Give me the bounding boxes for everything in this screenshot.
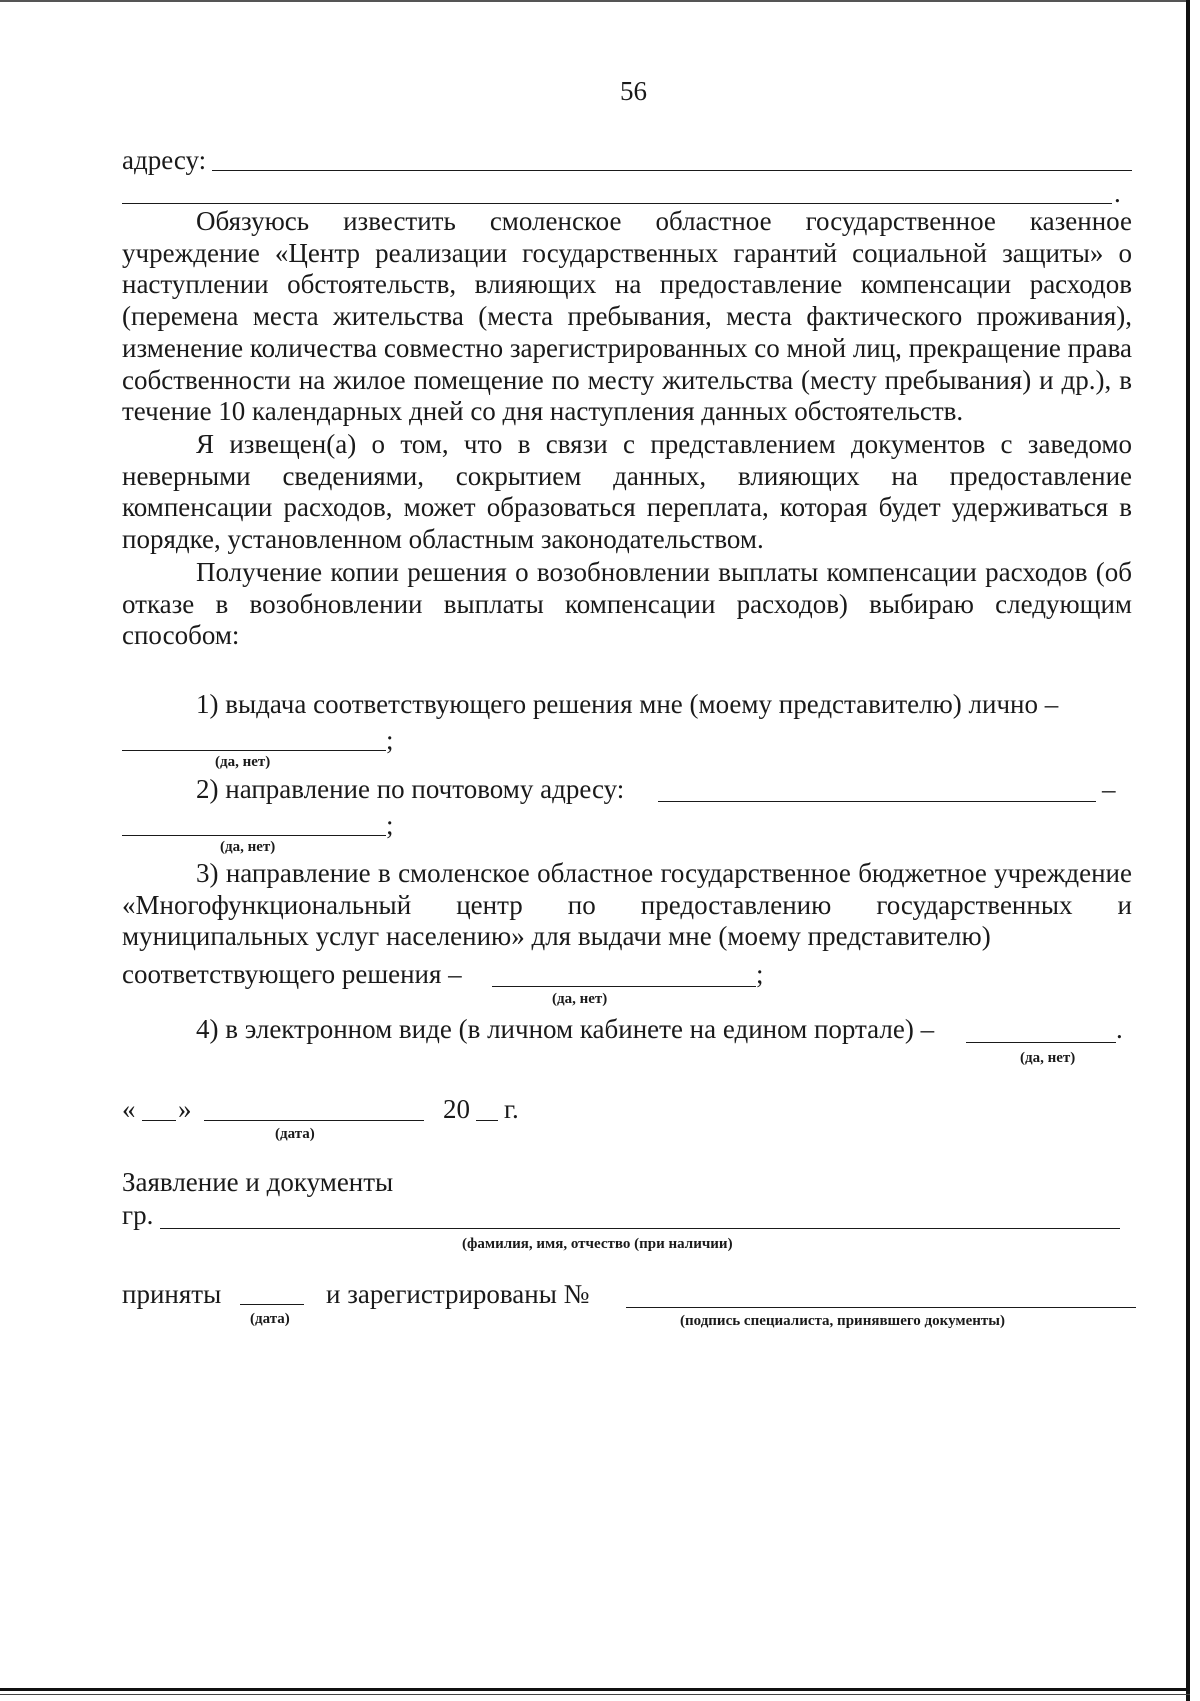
option-4-end-mark: . bbox=[1116, 1014, 1123, 1044]
address-field-line-2[interactable] bbox=[122, 203, 1112, 204]
option-1-semicolon: ; bbox=[386, 725, 394, 755]
date-day-line[interactable] bbox=[142, 1120, 176, 1121]
accepted-label: приняты bbox=[122, 1279, 222, 1309]
option-4-answer-line[interactable] bbox=[966, 1042, 1116, 1043]
registered-label: и зарегистрированы № bbox=[326, 1279, 590, 1309]
scan-bottom-edge-thin bbox=[0, 1694, 1190, 1695]
option-3-semicolon: ; bbox=[756, 959, 764, 989]
option-2-semicolon: ; bbox=[386, 810, 394, 840]
option-1-answer-line[interactable] bbox=[122, 750, 386, 751]
option-2-dash: – bbox=[1102, 774, 1116, 804]
option-3-hint: (да, нет) bbox=[552, 991, 608, 1007]
option-4-text: 4) в электронном виде (в личном кабинете на едином портале) – bbox=[196, 1014, 935, 1044]
option-2-hint: (да, нет) bbox=[220, 839, 276, 855]
option-1-text: 1) выдача соответствующего решения мне (моему представителю) лично – bbox=[196, 689, 1059, 719]
option-2-text: 2) направление по почтовому адресу: bbox=[196, 774, 625, 804]
scan-top-edge bbox=[0, 0, 1190, 2]
date-year-line[interactable] bbox=[476, 1120, 498, 1121]
page-number: 56 bbox=[620, 76, 647, 106]
accepted-date-line[interactable] bbox=[240, 1304, 304, 1305]
obligation-paragraph: Обязуюсь известить смоленское областное государственное казенное учреждение «Центр реализации государственных гарантий социальной защиты» о наступлении обстоятельств, влияющих на предоставление компенсации расходов (перемена места жительства (места пребывания, места фактического проживания), изменение количества совместно зарегистрированных со мной лиц, прекращение права собственности на жилое помещение по месту жительства (месту пребывания) и др.), в течение 10 календарных дней со дня наступления данных обстоятельств. bbox=[122, 206, 1132, 427]
date-hint: (дата) bbox=[275, 1126, 315, 1142]
citizen-fio-line[interactable] bbox=[160, 1228, 1120, 1229]
method-intro-paragraph: Получение копии решения о возобновлении выплаты компенсации расходов (об отказе в возобновлении выплаты компенсации расходов) выбираю следующим способом: bbox=[122, 557, 1132, 651]
scan-bottom-edge bbox=[0, 1688, 1190, 1691]
date-open-quote: « bbox=[122, 1094, 136, 1124]
option-1-hint: (да, нет) bbox=[215, 754, 271, 770]
accepted-date-hint: (дата) bbox=[250, 1311, 290, 1327]
option-3-answer-line[interactable] bbox=[492, 986, 756, 987]
option-3-text: 3) направление в смоленское областное государственное бюджетное учреждение «Многофункциональный центр по предоставлению государственных и муниципальных услуг населению» для выдачи мне (моему представителю) bbox=[122, 858, 1132, 952]
date-year-prefix: 20 bbox=[443, 1094, 470, 1124]
address-field-line-1[interactable] bbox=[212, 170, 1132, 171]
registration-heading: Заявление и документы bbox=[122, 1167, 394, 1197]
signature-line[interactable] bbox=[626, 1307, 1136, 1308]
option-2-answer-line[interactable] bbox=[122, 835, 386, 836]
option-3-tail: соответствующего решения – bbox=[122, 959, 462, 989]
address-end-mark: . bbox=[1114, 178, 1121, 208]
notice-paragraph: Я извещен(а) о том, что в связи с представлением документов с заведомо неверными сведениями, сокрытием данных, влияющих на предоставление компенсации расходов, может образоваться переплата, которая будет удерживаться в порядке, установленном областным законодательством. bbox=[122, 429, 1132, 555]
fio-hint: (фамилия, имя, отчество (при наличии) bbox=[462, 1236, 733, 1252]
address-label: адресу: bbox=[122, 145, 207, 175]
date-month-line[interactable] bbox=[204, 1120, 424, 1121]
date-year-suffix: г. bbox=[504, 1094, 519, 1124]
option-2-address-line[interactable] bbox=[658, 801, 1096, 802]
option-4-hint: (да, нет) bbox=[1020, 1050, 1076, 1066]
signature-hint: (подпись специалиста, принявшего документы) bbox=[680, 1313, 1005, 1329]
date-close-quote: » bbox=[178, 1094, 192, 1124]
scan-right-edge bbox=[1186, 0, 1190, 1701]
citizen-prefix: гр. bbox=[122, 1200, 154, 1230]
